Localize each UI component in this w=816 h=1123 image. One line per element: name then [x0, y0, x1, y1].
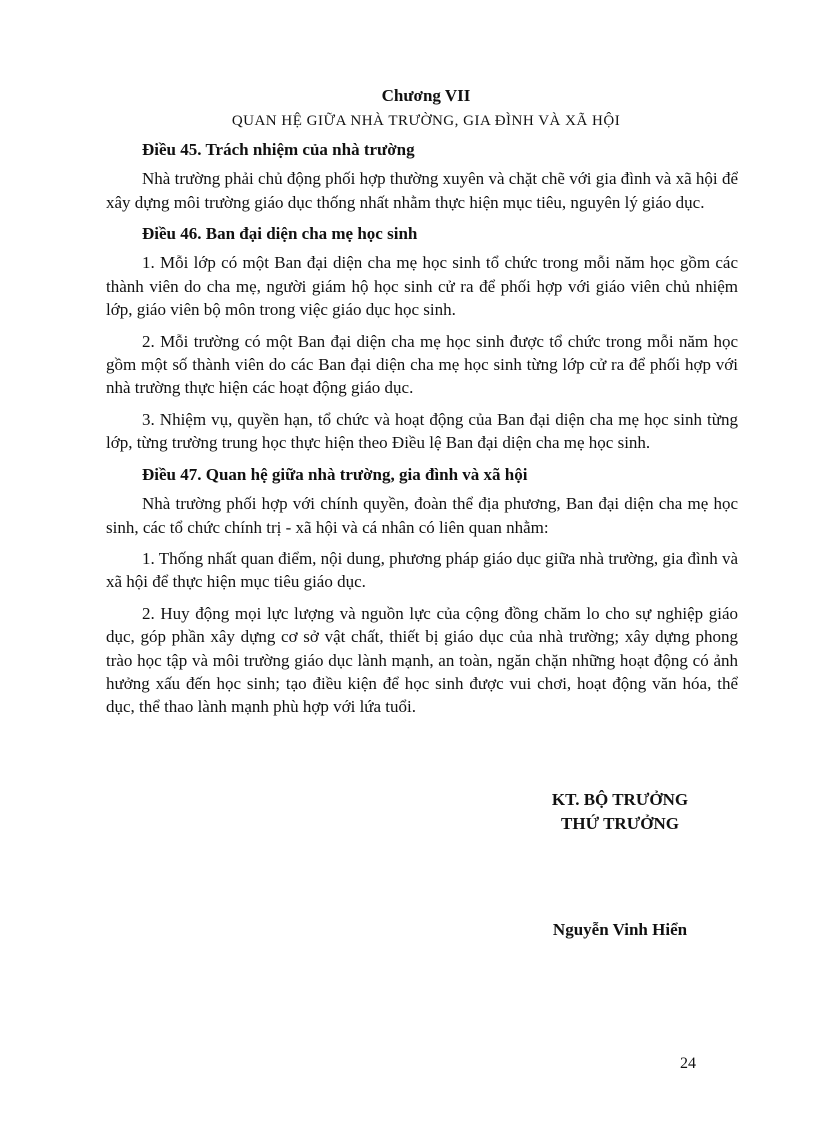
signature-title-line1: KT. BỘ TRƯỞNG	[551, 790, 689, 809]
article-paragraph: 2. Mỗi trường có một Ban đại diện cha mẹ học sinh được tổ chức trong mỗi năm học gồm một số thành viên do các Ban đại diện cha mẹ học sinh từng lớp cử ra để phối hợp với nhà trường thực hiện các hoạt động giáo dục.	[106, 331, 738, 398]
article-45	[106, 138, 738, 214]
article-paragraph: 1. Thống nhất quan điểm, nội dung, phương pháp giáo dục giữa nhà trường, gia đình và xã hội để thực hiện mục tiêu giáo dục.	[106, 548, 738, 592]
page-number: 24	[680, 1055, 696, 1072]
article-title: Điều 46. Ban đại diện cha mẹ học sinh	[142, 224, 418, 244]
article-46	[106, 222, 738, 455]
article-paragraph: 2. Huy động mọi lực lượng và nguồn lực của cộng đồng chăm lo cho sự nghiệp giáo dục, góp phần xây dựng cơ sở vật chất, thiết bị giáo dục của nhà trường; xây dựng phong trào học tập và môi trường giáo dục lành mạnh, an toàn, ngăn chặn những hoạt động có ảnh hưởng xấu đến học sinh; tạo điều kiện để học sinh được vui chơi, hoạt động văn hóa, thể dục, thể thao lành mạnh phù hợp với lứa tuổi.	[106, 603, 738, 717]
chapter-subtitle: QUAN HỆ GIỮA NHÀ TRƯỜNG, GIA ĐÌNH VÀ XÃ HỘI	[231, 113, 621, 130]
article-title: Điều 45. Trách nhiệm của nhà trường	[142, 139, 415, 159]
article-paragraph: 1. Mỗi lớp có một Ban đại diện cha mẹ học sinh tổ chức trong mỗi năm học gồm các thành viên do cha mẹ, người giám hộ học sinh cử ra để phối hợp với giáo viên chủ nhiệm lớp, giáo viên bộ môn trong việc giáo dục học sinh.	[106, 253, 738, 320]
article-paragraph: Nhà trường phải chủ động phối hợp thường xuyên và chặt chẽ với gia đình và xã hội để xây dựng môi trường giáo dục thống nhất nhằm thực hiện mục tiêu, nguyên lý giáo dục.	[106, 169, 738, 212]
article-paragraph: 3. Nhiệm vụ, quyền hạn, tổ chức và hoạt động của Ban đại diện cha mẹ học sinh từng lớp, từng trường trung học thực hiện theo Điều lệ Ban đại diện cha mẹ học sinh.	[106, 409, 738, 453]
article-47	[106, 463, 738, 719]
article-title: Điều 47. Quan hệ giữa nhà trường, gia đình và xã hội	[142, 464, 528, 484]
signature-title-line2: THỨ TRƯỞNG	[561, 814, 679, 833]
chapter-title: Chương VII	[381, 86, 471, 105]
document-body	[106, 84, 738, 727]
signature-block	[500, 788, 740, 836]
article-paragraph: Nhà trường phối hợp với chính quyền, đoàn thể địa phương, Ban đại diện cha mẹ học sinh, các tổ chức chính trị - xã hội và cá nhân có liên quan nhằm:	[106, 494, 738, 537]
signatory-name: Nguyễn Vinh Hiển	[552, 920, 688, 939]
